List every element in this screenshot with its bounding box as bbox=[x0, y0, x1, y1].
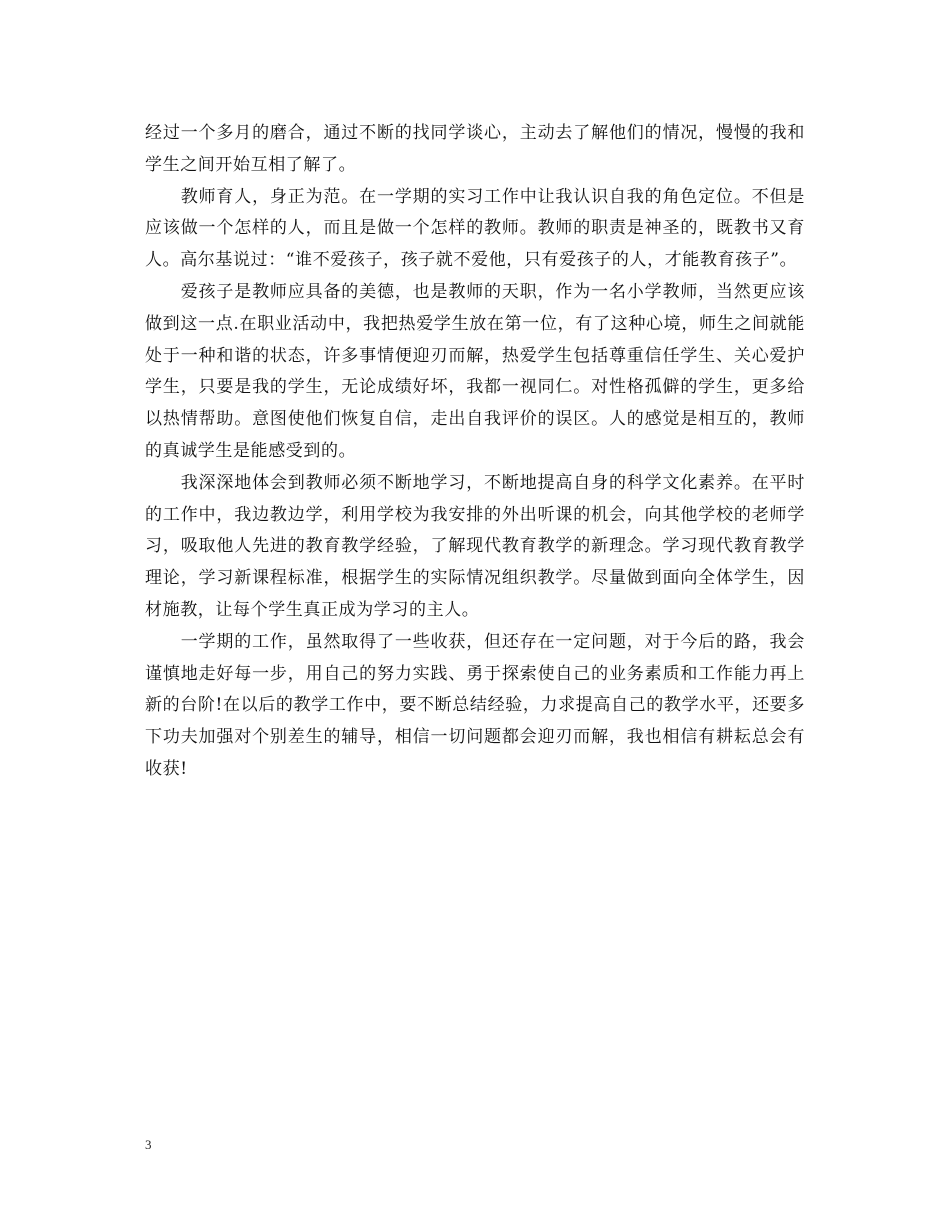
paragraph-2: 教师育人，身正为范。在一学期的实习工作中让我认识自我的角色定位。不但是应该做一个怎样的人，而且是做一个怎样的教师。教师的职责是神圣的，既教书又育人。高尔基说过：“谁不爱孩子，孩子就不爱他，只有爱孩子的人，才能教育孩子”。 bbox=[145, 186, 805, 271]
document-body bbox=[145, 118, 805, 786]
paragraph-1: 经过一个多月的磨合，通过不断的找同学谈心，主动去了解他们的情况，慢慢的我和学生之间开始互相了解了。 bbox=[145, 123, 805, 175]
paragraph-5: 一学期的工作，虽然取得了一些收获，但还存在一定问题，对于今后的路，我会谨慎地走好每一步，用自己的努力实践、勇于探索使自己的业务素质和工作能力再上新的台阶!在以后的教学工作中，要不断总结经验，力求提高自己的教学水平，还要多下功夫加强对个别差生的辅导，相信一切问题都会迎刃而解，我也相信有耕耘总会有收获! bbox=[145, 631, 805, 779]
paragraph-4: 我深深地体会到教师必须不断地学习，不断地提高自身的科学文化素养。在平时的工作中，我边教边学，利用学校为我安排的外出听课的机会，向其他学校的老师学习，吸取他人先进的教育教学经验，了解现代教育教学的新理念。学习现代教育教学理论，学习新课程标准，根据学生的实际情况组织教学。尽量做到面向全体学生，因材施教，让每个学生真正成为学习的主人。 bbox=[145, 472, 805, 620]
page-number: 3 bbox=[145, 1137, 152, 1152]
paragraph-3: 爱孩子是教师应具备的美德，也是教师的天职，作为一名小学教师，当然更应该做到这一点.在职业活动中，我把热爱学生放在第一位，有了这种心境，师生之间就能处于一种和谐的状态，许多事情便迎刃而解，热爱学生包括尊重信任学生、关心爱护学生，只要是我的学生，无论成绩好坏，我都一视同仁。对性格孤僻的学生，更多给以热情帮助。意图使他们恢复自信，走出自我评价的误区。人的感觉是相互的，教师的真诚学生是能感受到的。 bbox=[145, 281, 805, 461]
